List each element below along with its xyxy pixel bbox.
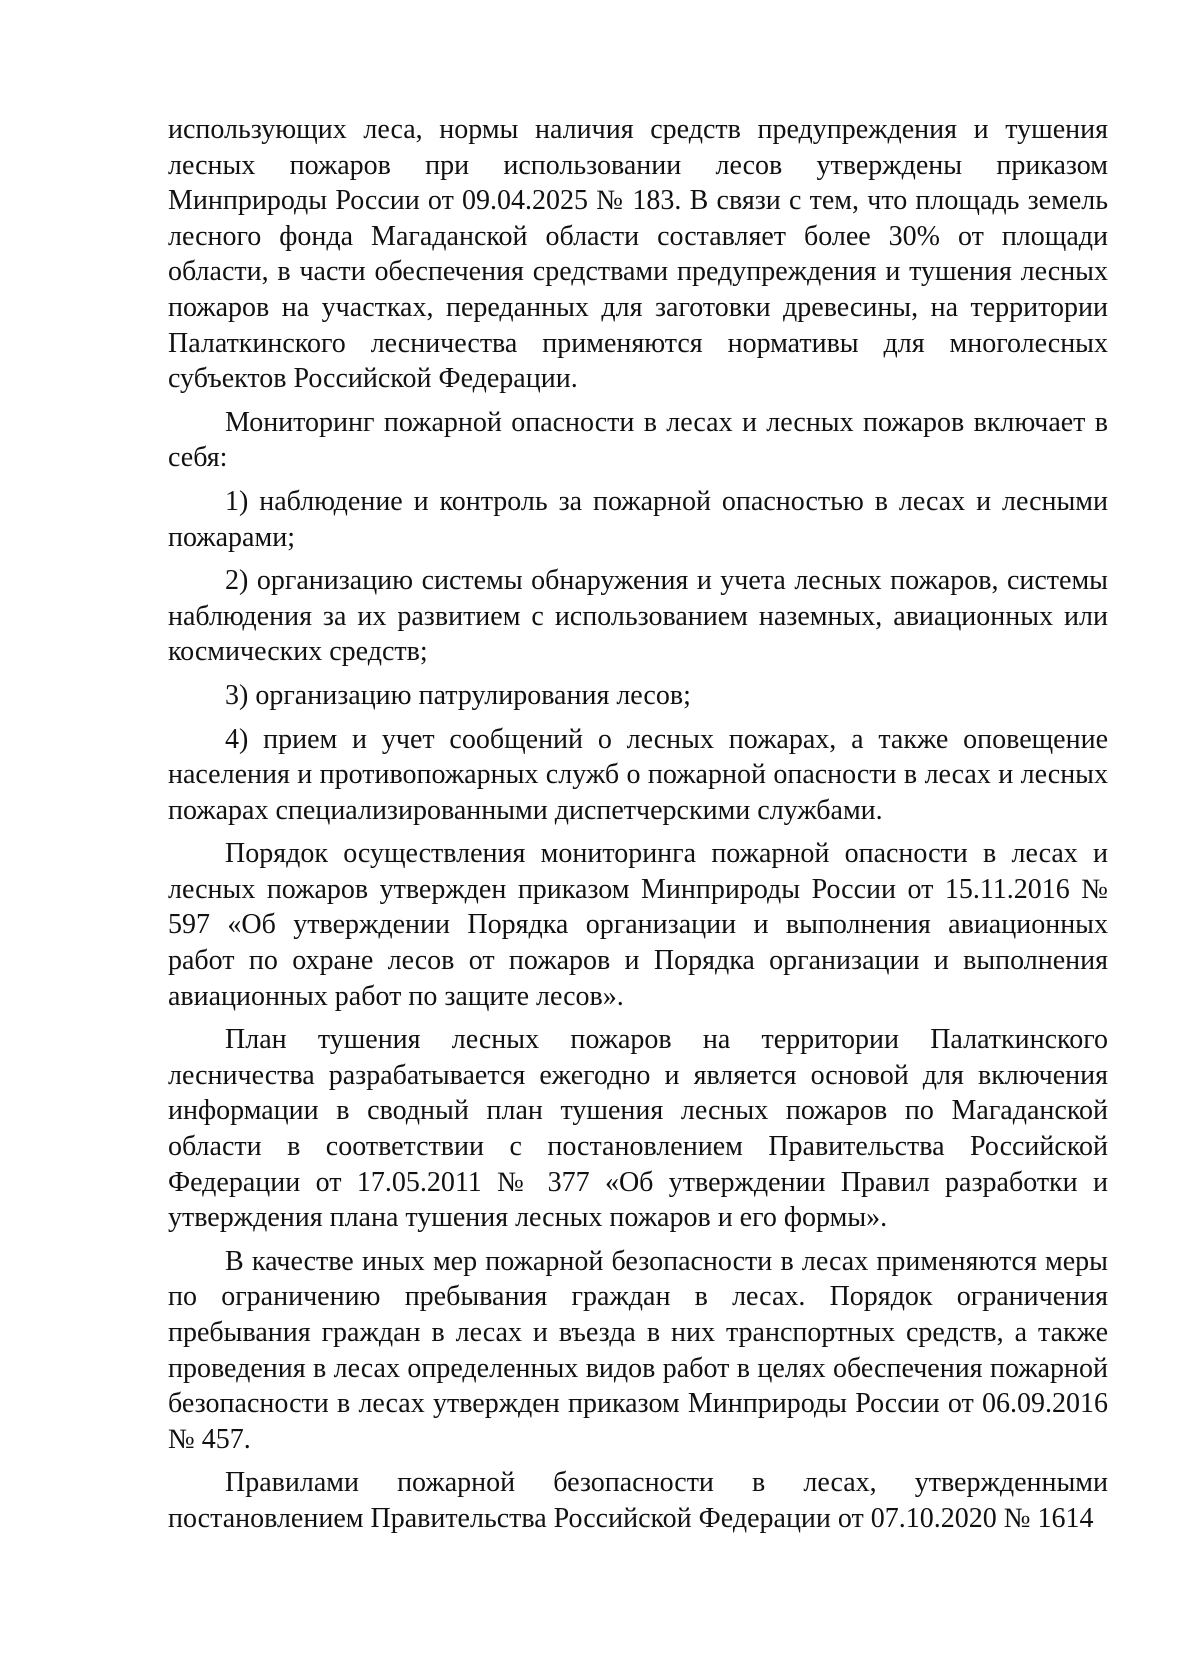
list-item-1: 1) наблюдение и контроль за пожарной опасностью в лесах и лесными пожарами; xyxy=(168,485,1108,553)
paragraph-other-measures: В качестве иных мер пожарной безопасности в лесах применяются меры по ограничению пребывания граждан в лесах. Порядок ограничения пребывания граждан в лесах и въезда в них транспортных средств, а также проведения в лесах определенных видов работ в целях обеспечения пожарной безопасности в лесах утвержден приказом Минприроды России от 06.09.2016 № 457. xyxy=(168,1245,1108,1455)
list-item-2: 2) организацию системы обнаружения и учета лесных пожаров, системы наблюдения за их развитием с использованием наземных, авиационных или космических средств; xyxy=(168,565,1108,668)
document-body xyxy=(168,112,1108,1537)
paragraph-monitoring-order: Порядок осуществления мониторинга пожарной опасности в лесах и лесных пожаров утвержден приказом Минприроды России от 15.11.2016 № 597 «Об утверждении Порядка организации и выполнения авиационных работ по охране лесов от пожаров и Порядка организации и выполнения авиационных работ по защите лесов». xyxy=(168,838,1108,1012)
paragraph-fire-plan: План тушения лесных пожаров на территории Палаткинского лесничества разрабатывается ежегодно и является основой для включения информации в сводный план тушения лесных пожаров по Магаданской области в соответствии с постановлением Правительства Российской Федерации от 17.05.2011 № 377 «Об утверждении Правил разработки и утверждения плана тушения лесных пожаров и его формы». xyxy=(168,1024,1108,1234)
paragraph-continuation: использующих леса, нормы наличия средств предупреждения и тушения лесных пожаров при использовании лесов утверждены приказом Минприроды России от 09.04.2025 № 183. В связи с тем, что площадь земель лесного фонда Магаданской области составляет более 30% от площади области, в части обеспечения средствами предупреждения и тушения лесных пожаров на участках, переданных для заготовки древесины, на территории Палаткинского лесничества применяются нормативы для многолесных субъектов Российской Федерации. xyxy=(168,114,1108,395)
paragraph-monitoring-intro: Мониторинг пожарной опасности в лесах и лесных пожаров включает в себя: xyxy=(168,406,1108,474)
paragraph-fire-rules: Правилами пожарной безопасности в лесах, утвержденными постановлением Правительства Российской Федерации от 07.10.2020 № 1614 xyxy=(168,1467,1108,1534)
list-item-3: 3) организацию патрулирования лесов; xyxy=(225,679,691,711)
list-item-4: 4) прием и учет сообщений о лесных пожарах, а также оповещение населения и противопожарных служб о пожарной опасности в лесах и лесных пожарах специализированными диспетчерскими службами. xyxy=(168,723,1108,826)
